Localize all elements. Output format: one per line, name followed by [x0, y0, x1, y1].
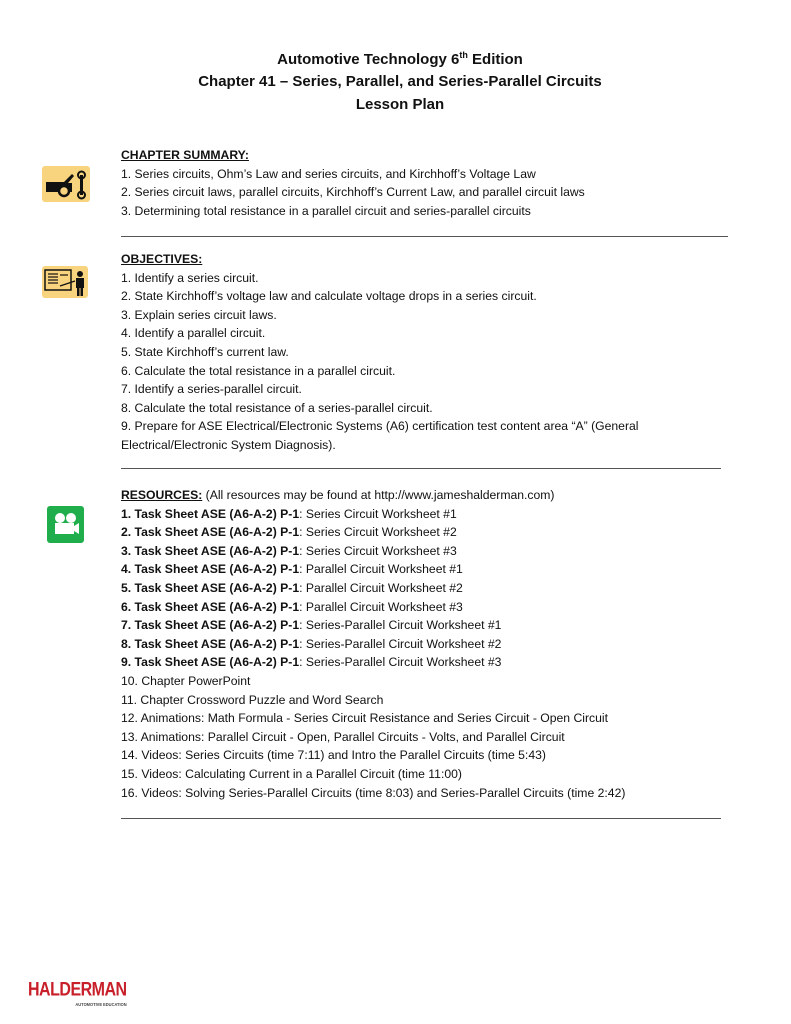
divider — [121, 236, 728, 237]
list-item: 6. Task Sheet ASE (A6-A-2) P-1: Parallel Circuit Worksheet #3 — [121, 599, 463, 614]
list-item: 1. Identify a series circuit. — [121, 270, 259, 285]
resources-note: (All resources may be found at http://www.jameshalderman.com) — [202, 488, 555, 502]
section-heading: RESOURCES: — [121, 488, 203, 502]
list-item: 1. Task Sheet ASE (A6-A-2) P-1: Series Circuit Worksheet #1 — [121, 506, 457, 521]
lesson-plan-title: Lesson Plan — [355, 96, 445, 113]
halderman-logo: HALDERMAN AUTOMOTIVE EDUCATION — [28, 979, 127, 1008]
objectives-section — [121, 250, 639, 455]
section-heading: OBJECTIVES: — [121, 252, 203, 266]
list-item: 4. Identify a parallel circuit. — [121, 326, 266, 341]
list-item: 14. Videos: Series Circuits (time 7:11) and Intro the Parallel Circuits (time 5:43) — [121, 748, 546, 763]
list-item: 15. Videos: Calculating Current in a Parallel Circuit (time 11:00) — [121, 766, 462, 781]
list-item: 10. Chapter PowerPoint — [121, 673, 251, 688]
section-heading: CHAPTER SUMMARY: — [121, 148, 249, 162]
list-item: 5. State Kirchhoff’s current law. — [121, 344, 289, 359]
car-repair-icon — [42, 166, 90, 202]
list-item: 9. Prepare for ASE Electrical/Electronic Systems (A6) certification test content area “A” (General — [121, 419, 639, 434]
list-item: 13. Animations: Parallel Circuit - Open, Parallel Circuits - Volts, and Parallel Circuit — [121, 729, 565, 744]
video-camera-icon — [47, 506, 84, 543]
teacher-presentation-icon — [42, 266, 88, 298]
list-item: 6. Calculate the total resistance in a parallel circuit. — [121, 363, 396, 378]
list-item: 7. Task Sheet ASE (A6-A-2) P-1: Series-Parallel Circuit Worksheet #1 — [121, 618, 502, 633]
list-item: 2. Task Sheet ASE (A6-A-2) P-1: Series Circuit Worksheet #2 — [121, 525, 457, 540]
book-title: Automotive Technology 6th Edition — [277, 50, 523, 68]
divider — [121, 468, 721, 469]
list-item: 2. Series circuit laws, parallel circuits, Kirchhoff’s Current Law, and parallel circuit laws — [121, 185, 585, 200]
list-item: 1. Series circuits, Ohm’s Law and series circuits, and Kirchhoff’s Voltage Law — [121, 166, 536, 181]
list-item: 5. Task Sheet ASE (A6-A-2) P-1: Parallel Circuit Worksheet #2 — [121, 580, 463, 595]
chapter-title: Chapter 41 – Series, Parallel, and Series-Parallel Circuits — [198, 73, 602, 90]
resources-section — [121, 486, 625, 802]
list-item: 8. Task Sheet ASE (A6-A-2) P-1: Series-Parallel Circuit Worksheet #2 — [121, 636, 502, 651]
divider — [121, 818, 721, 819]
list-item: 3. Explain series circuit laws. — [121, 307, 277, 322]
list-item: 16. Videos: Solving Series-Parallel Circuits (time 8:03) and Series-Parallel Circuits (time 2:42) — [121, 785, 626, 800]
list-item: 8. Calculate the total resistance of a series-parallel circuit. — [121, 400, 433, 415]
chapter-summary-section — [121, 146, 585, 220]
list-item: 7. Identify a series-parallel circuit. — [121, 382, 302, 397]
list-item: 4. Task Sheet ASE (A6-A-2) P-1: Parallel Circuit Worksheet #1 — [121, 562, 463, 577]
list-item: 2. State Kirchhoff’s voltage law and calculate voltage drops in a series circuit. — [121, 289, 537, 304]
list-item: 12. Animations: Math Formula - Series Circuit Resistance and Series Circuit - Open Circuit — [121, 711, 608, 726]
list-item: 3. Task Sheet ASE (A6-A-2) P-1: Series Circuit Worksheet #3 — [121, 543, 457, 558]
list-item: Electrical/Electronic System Diagnosis). — [121, 437, 336, 452]
list-item: 9. Task Sheet ASE (A6-A-2) P-1: Series-Parallel Circuit Worksheet #3 — [121, 655, 502, 670]
list-item: 3. Determining total resistance in a parallel circuit and series-parallel circuits — [121, 203, 531, 218]
list-item: 11. Chapter Crossword Puzzle and Word Search — [121, 692, 384, 707]
